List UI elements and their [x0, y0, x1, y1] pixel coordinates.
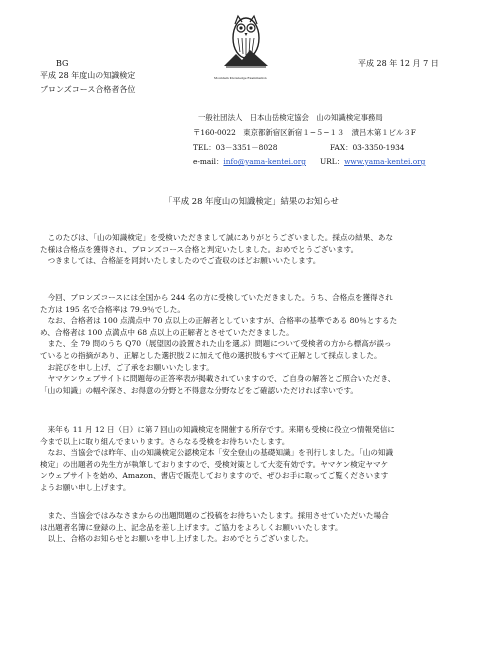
text-line: ヤマケンウェブサイトに問題毎の正答率表が掲載されていますので、ご自身の解答とご照合いただき、	[40, 374, 396, 384]
text-line: なお、合格者は 100 点満点中 70 点以上の正解者としていますが、合格率の基準である 80％とするた	[40, 316, 398, 326]
sender-address: 〒160-0022 東京都新宿区新宿１−５−１３ 潰吕木第１ビル３F	[193, 128, 416, 137]
sender-url	[320, 157, 425, 167]
paragraph-1	[40, 232, 464, 267]
sender-fax: FAX：03-3350-1934	[330, 143, 405, 152]
text-line: ているとの指摘があり、正解とした選択肢２に加えて他の選択肢もすべて正解として採点しました。	[40, 350, 382, 360]
sender-email	[193, 157, 306, 167]
text-line: つきましては、合格証を同封いたしましたのでご査収のほどお願いいたします。	[40, 256, 321, 266]
url-link[interactable]: www.yama-kentei.org	[344, 157, 426, 166]
email-label: e-mail：	[193, 157, 224, 166]
text-line: は出題者名簿に登録の上、記念品を差し上げます。ご協力をよろしくお願いいたします。	[40, 522, 343, 532]
email-link[interactable]: info@yama-kentei.org	[223, 157, 306, 166]
text-line: また、全 79 問のうち Q70（展望図の設置された山を選ぶ）問題について受検者の方から標高が誤っ	[40, 339, 392, 349]
logo-caption: Mountain Knowledge Examination	[214, 76, 267, 80]
paragraph-3	[40, 424, 464, 494]
recipient-line-2: 平成 28 年度山の知識検定	[40, 71, 136, 80]
url-label: URL：	[320, 157, 345, 166]
recipient-line-1: BG	[56, 59, 69, 68]
text-line: なお、当協会では昨年、山の知識検定公認検定本「安全登山の基礎知識」を刊行しました。「山の知識	[40, 448, 394, 458]
text-line: た様は合格点を獲得され、ブロンズコース合格と判定いたしました。おめでとうございます。	[40, 244, 359, 254]
sender-tel: TEL：03－3351－8028	[193, 143, 278, 152]
text-line: ようお願い申し上げます。	[40, 482, 131, 492]
text-line: また、当協会ではみなさまからの出題問題のご投稿をお待ちいたします。採用させていただいた場合	[40, 511, 389, 520]
date: 平成 28 年 12 月 7 日	[358, 59, 439, 68]
text-line: 検定」の出題者の先生方が執筆しておりますので、受検対策として大変有効です。ヤマケン検定ヤマケ	[40, 459, 389, 469]
owl-on-mountain-icon	[220, 8, 272, 74]
sender-org: 一般社団法人 日本山岳検定協会 山の知識検定事務局	[198, 113, 383, 122]
recipient-line-3: ブロンズコース合格者各位	[40, 85, 136, 94]
text-line: 「山の知識」の幅や深さ、お得意の分野と不得意な分野などをご確認いただければ幸いです。	[40, 385, 359, 395]
text-line: このたびは、「山の知識検定」を受検いただきまして誠にありがとうございました。採点の結果、あな	[40, 233, 394, 242]
text-line: 今まで以上に取り組んでまいります。さらなる受検をお待ちいたします。	[40, 436, 290, 446]
text-line: ンウェブサイトを始め、Amazon、書店で販売しておりますので、ぜひお手に取ってご覧くださいます	[40, 471, 389, 481]
document-title: 「平成 28 年度山の知識検定」結果のお知らせ	[164, 196, 339, 206]
text-line: お詫びを申し上げ、ご了承をお願いいたします。	[40, 362, 214, 372]
text-line: た方は 195 名で合格率は 79.9％でした。	[40, 304, 185, 314]
text-line: 以上、合格のお知らせとお願いを申し上げました。おめでとうございました。	[40, 534, 314, 544]
text-line: 来年も 11 月 12 日（日）に第７回山の知識検定を開催する所存です。来期も受検に役立つ情報発信に	[40, 425, 395, 434]
paragraph-2	[40, 292, 464, 396]
paragraph-4	[40, 510, 464, 545]
text-line: 今回、ブロンズコースには全国から 244 名の方に受検していただきました。うち、合格点を獲得され	[40, 293, 393, 302]
text-line: め、合格者は 100 点満点中 68 点以上の正解者とさせていただきました。	[40, 327, 294, 337]
